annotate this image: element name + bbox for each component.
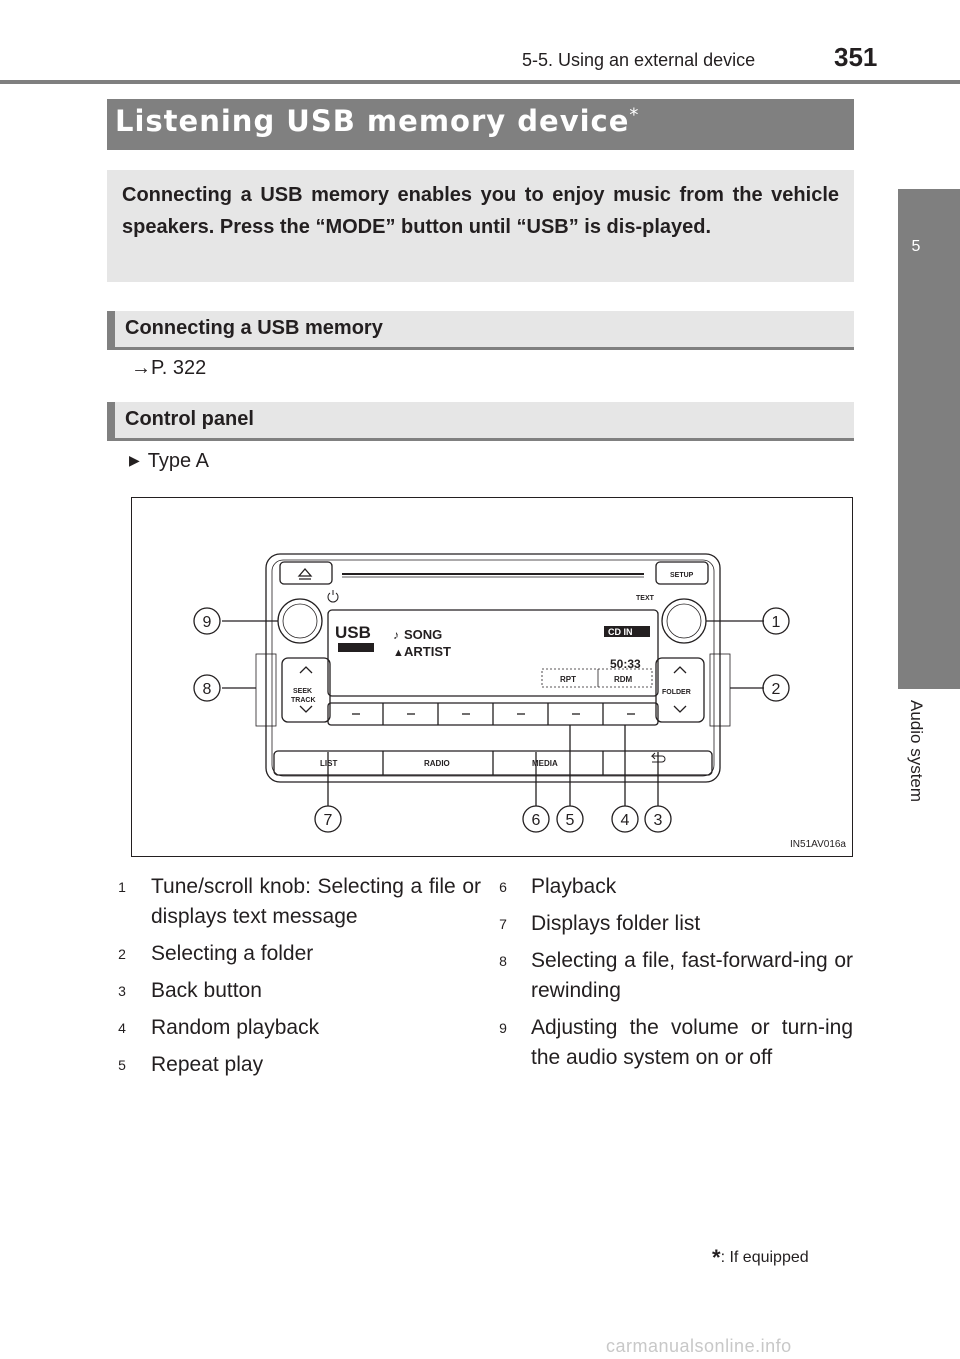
header-rule	[0, 80, 960, 84]
legend-text: Selecting a folder	[151, 942, 314, 965]
tune-knob	[662, 599, 706, 643]
callout-9: 9	[202, 614, 212, 631]
callout-1: 1	[771, 614, 781, 631]
footnote-text: : If equipped	[720, 1249, 809, 1266]
display-source-label: USB	[335, 623, 371, 642]
folder-label: FOLDER	[662, 689, 691, 696]
legend-text: Repeat play	[151, 1053, 264, 1076]
setup-label: SETUP	[670, 572, 694, 579]
subheading-marker	[107, 311, 115, 347]
legend-text: Back button	[151, 979, 262, 1002]
cd-in-indicator: CD IN	[608, 627, 633, 637]
page-title-text: Listening USB memory device	[115, 104, 630, 138]
legend-number: 7	[499, 916, 507, 932]
watermark: carmanualsonline.info	[606, 1336, 792, 1356]
legend-text: Selecting a file, fast-forward-ing or rewinding	[531, 949, 853, 1002]
callout-2: 2	[771, 681, 781, 698]
legend-number: 3	[118, 983, 126, 999]
display-song-label: SONG	[404, 627, 443, 642]
subheading-connecting-text: Connecting a USB memory	[125, 317, 383, 339]
section-header: 5-5. Using an external device	[522, 50, 756, 70]
subheading-control-panel-text: Control panel	[125, 408, 254, 430]
display-time: 50:33	[610, 657, 641, 671]
eject-button	[280, 562, 332, 584]
footnote	[712, 1245, 809, 1271]
chapter-number: 5	[911, 238, 921, 255]
chapter-label-text: Audio system	[907, 700, 926, 803]
callout-6: 6	[531, 812, 541, 829]
track-label: TRACK	[291, 697, 316, 704]
type-label-text: Type A	[147, 450, 209, 472]
callout-4: 4	[620, 812, 630, 829]
svg-text:▲: ▲	[393, 647, 404, 659]
page-reference-link[interactable]: →P. 322	[131, 357, 207, 379]
legend-number: 9	[499, 1020, 507, 1036]
legend-number: 8	[499, 953, 507, 969]
legend-text: Displays folder list	[531, 912, 701, 935]
equipped-star: *	[629, 104, 640, 126]
display-artist-label: ARTIST	[404, 644, 451, 659]
legend-number: 4	[118, 1020, 126, 1036]
chapter-side-tab	[898, 189, 960, 689]
callout-8: 8	[202, 681, 212, 698]
chapter-label	[898, 700, 934, 830]
seek-label: SEEK	[293, 688, 313, 695]
legend-number: 5	[118, 1057, 126, 1073]
volume-knob	[278, 599, 322, 643]
legend-item	[112, 872, 482, 934]
triangle-bullet-icon: ▶	[129, 452, 140, 468]
page-number: 351	[834, 42, 878, 72]
rdm-label: RDM	[614, 675, 633, 684]
subheading-connecting	[107, 311, 854, 350]
callout-5: 5	[565, 812, 575, 829]
legend-text: Tune/scroll knob: Selecting a file or displays text message	[151, 875, 481, 928]
intro-text: Connecting a USB memory enables you to enjoy music from the vehicle speakers. Press the “MODE” button until “USB” is dis-played.	[122, 184, 839, 238]
legend-number: 6	[499, 879, 507, 895]
display-screen	[328, 610, 658, 696]
callout-3: 3	[653, 812, 663, 829]
rpt-label: RPT	[560, 675, 576, 684]
subheading-marker	[107, 402, 115, 438]
text-label: TEXT	[636, 595, 654, 602]
list-label: LIST	[320, 759, 338, 768]
control-panel-figure	[131, 497, 853, 857]
legend-number: 1	[118, 879, 126, 895]
legend-text: Random playback	[151, 1016, 320, 1039]
page-title	[115, 104, 639, 138]
figure-code: IN51AV016a	[790, 839, 846, 850]
type-label	[129, 450, 209, 473]
control-panel-illustration	[132, 498, 852, 856]
subheading-control-panel	[107, 402, 854, 441]
legend-text: Adjusting the volume or turn-ing the audio system on or off	[531, 1016, 853, 1069]
legend-text: Playback	[531, 875, 617, 898]
legend-number: 2	[118, 946, 126, 962]
footnote-star: *	[712, 1245, 721, 1270]
svg-text:♪: ♪	[393, 628, 399, 642]
radio-label: RADIO	[424, 759, 450, 768]
media-label: MEDIA	[532, 759, 558, 768]
head-unit-outline	[266, 554, 720, 782]
callout-7: 7	[323, 812, 333, 829]
